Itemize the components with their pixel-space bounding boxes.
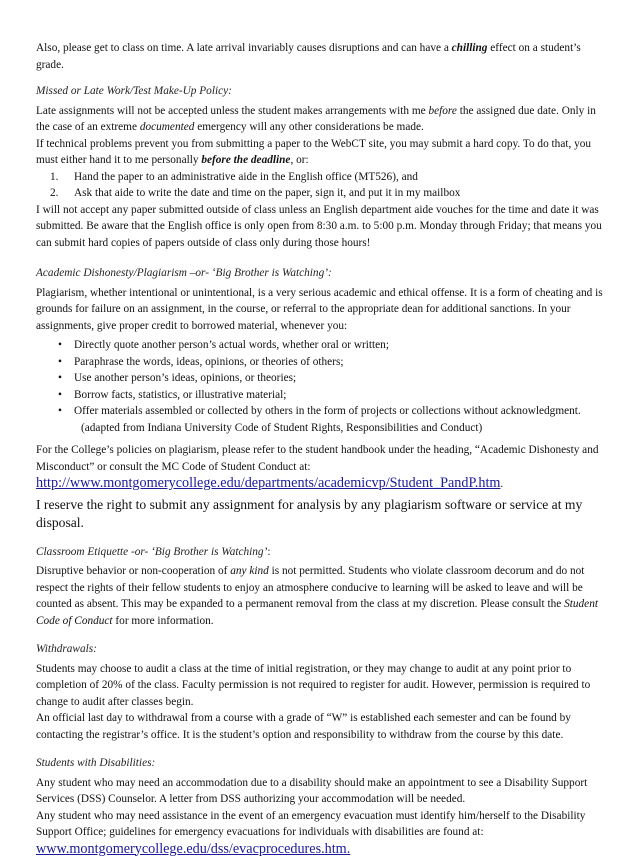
withdrawals-paragraph-1: Students may choose to audit a class at the time of initial registration, or they may change to audit at any point prior to completion of 20% of the class. Faculty permission is not required to register for audit. However, permission is required to change to audit after classes begin. bbox=[36, 661, 604, 711]
late-work-paragraph-2: If technical problems prevent you from submitting a paper to the WebCT site, you may submit a hard copy. To do that, you must either hand it to me personally before the deadline, or: bbox=[36, 136, 604, 169]
evac-procedures-link[interactable]: www.montgomerycollege.edu/dss/evacprocedures.htm. bbox=[36, 841, 350, 857]
plagiarism-heading: Academic Dishonesty/Plagiarism –or- ‘Big Brother is Watching’: bbox=[36, 265, 604, 282]
student-pandp-link[interactable]: http://www.montgomerycollege.edu/departments/academicvp/Student_PandP.htm bbox=[36, 475, 500, 491]
etiquette-paragraph: Disruptive behavior or non-cooperation of any kind is not permitted. Students who violate classroom decorum and do not respect the rights of their fellow students to enjoy an atmosphere conducive to learning will be asked to leave and will be counted as absent. This may be expanded to a permanent removal from the class at my discretion. Please consult the Student Code of Conduct for more information. bbox=[36, 563, 604, 629]
intro-text-end: effect on a student’s grade. bbox=[36, 42, 581, 71]
plagiarism-paragraph-2: For the College’s policies on plagiarism, please refer to the student handbook under the heading, “Academic Dishonesty and Misconduct” or consult the MC Code of Student Conduct at: bbox=[36, 442, 604, 475]
intro-text: Also, please get to class on time. A late arrival invariably causes disruptions and can have a bbox=[36, 42, 452, 54]
withdrawals-heading: Withdrawals: bbox=[36, 641, 604, 658]
plagiarism-paragraph-1: Plagiarism, whether intentional or unintentional, is a very serious academic and ethical offense. It is a form of cheating and is grounds for failure on an assignment, in the course, or referral to the appropriate dean for additional sanctions. In your assignments, give proper credit to borrowed material, whenever you: bbox=[36, 285, 604, 335]
disabilities-paragraph-2: Any student who may need assistance in the event of an emergency evacuation must identify him/herself to the Disability Support Office; guidelines for emergency evacuations for individuals with disabilities are found at: bbox=[36, 808, 604, 841]
disabilities-link-line bbox=[36, 841, 604, 858]
plagiarism-reserve-statement: I reserve the right to submit any assignment for analysis by any plagiarism software or service at my disposal. bbox=[36, 496, 604, 532]
late-work-paragraph-1: Late assignments will not be accepted unless the student makes arrangements with me before the assigned due date. Only in the case of an extreme documented emergency will any other considerations be made. bbox=[36, 103, 604, 136]
list-item: 1. Hand the paper to an administrative aide in the English office (MT526), and bbox=[36, 169, 604, 186]
bullet-icon: • bbox=[58, 337, 62, 354]
list-item: 2. Ask that aide to write the date and time on the paper, sign it, and put it in my mailbox bbox=[36, 185, 604, 202]
list-item: • Borrow facts, statistics, or illustrative material; bbox=[36, 387, 604, 404]
list-item: • Offer materials assembled or collected by others in the form of projects or collections without acknowledgment. bbox=[36, 403, 604, 420]
bullet-icon: • bbox=[58, 370, 62, 387]
submission-steps bbox=[36, 169, 604, 202]
list-item: • Use another person’s ideas, opinions, or theories; bbox=[36, 370, 604, 387]
etiquette-heading: Classroom Etiquette -or- ‘Big Brother is Watching’: bbox=[36, 544, 604, 561]
plagiarism-bullets bbox=[36, 337, 604, 436]
bullet-icon: • bbox=[58, 387, 62, 404]
late-work-heading: Missed or Late Work/Test Make-Up Policy: bbox=[36, 83, 604, 100]
intro-emphasis: chilling bbox=[452, 42, 488, 54]
bullet-icon: • bbox=[58, 403, 62, 420]
list-item: • Paraphrase the words, ideas, opinions, or theories of others; bbox=[36, 354, 604, 371]
document-page bbox=[36, 40, 604, 858]
disabilities-heading: Students with Disabilities: bbox=[36, 755, 604, 772]
late-work-paragraph-3: I will not accept any paper submitted outside of class unless an English department aide vouches for the time and date it was submitted. Be aware that the English office is only open from 8:30 a.m. to 5:00 p.m. Monday through Friday; that means you can submit hard copies of papers outside of class only during those hours! bbox=[36, 202, 604, 252]
withdrawals-paragraph-2: An official last day to withdrawal from a course with a grade of “W” is established each semester and can be found by contacting the registrar’s office. It is the student’s option and responsibility to withdraw from the course by this date. bbox=[36, 710, 604, 743]
bullet-icon: • bbox=[58, 354, 62, 371]
intro-paragraph bbox=[36, 40, 604, 73]
plagiarism-link-line: http://www.montgomerycollege.edu/departments/academicvp/Student_PandP.htm. bbox=[36, 475, 604, 493]
adapted-note: (adapted from Indiana University Code of Student Rights, Responsibilities and Conduct) bbox=[36, 420, 604, 437]
list-item: • Directly quote another person’s actual words, whether oral or written; bbox=[36, 337, 604, 354]
disabilities-paragraph-1: Any student who may need an accommodation due to a disability should make an appointment to see a Disability Support Services (DSS) Counselor. A letter from DSS authorizing your accommodation will be needed. bbox=[36, 775, 604, 808]
